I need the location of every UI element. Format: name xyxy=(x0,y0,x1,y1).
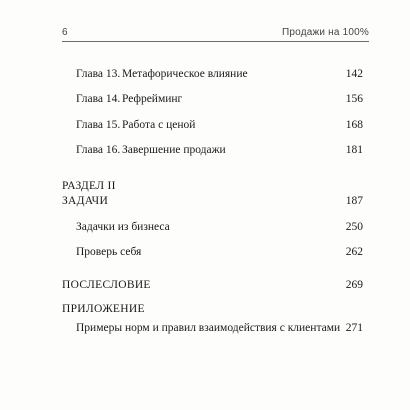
toc-entry-self-check xyxy=(62,244,363,260)
chapter-title: Метафорическое влияние xyxy=(122,68,248,80)
toc-page-number: 271 xyxy=(345,322,363,334)
running-header xyxy=(62,25,369,42)
toc-page-number: 168 xyxy=(345,119,363,131)
chapter-prefix: Глава 16. xyxy=(76,144,121,156)
toc-item-title: Примеры норм и правил взаимодействия с клиентами xyxy=(76,322,341,334)
toc-page-number: 181 xyxy=(345,144,363,156)
toc-page-number: 269 xyxy=(345,279,363,291)
toc-item-title: ПОСЛЕСЛОВИЕ xyxy=(62,279,151,291)
chapter-title: Рефрейминг xyxy=(122,93,183,105)
chapter-prefix: Глава 14. xyxy=(76,93,121,105)
toc-entry-chapter-16 xyxy=(62,142,363,158)
toc-entry-afterword xyxy=(62,277,363,293)
toc-item-title: Проверь себя xyxy=(76,246,142,258)
chapter-prefix: Глава 13. xyxy=(76,68,121,80)
toc-page-number: 250 xyxy=(345,221,363,233)
toc-page-number: 156 xyxy=(345,93,363,105)
toc-entry-tasks-business xyxy=(62,219,363,235)
toc-entry-chapter-13 xyxy=(62,66,363,82)
toc-page-number: 187 xyxy=(345,195,363,207)
toc-item-title: Задачки из бизнеса xyxy=(76,221,170,233)
toc-page-number: 142 xyxy=(345,68,363,80)
running-title: Продажи на 100% xyxy=(282,27,369,38)
toc-page-number: 262 xyxy=(345,246,363,258)
toc-entry-chapter-14 xyxy=(62,91,363,107)
section-title-line1: РАЗДЕЛ II xyxy=(62,180,116,192)
chapter-prefix: Глава 15. xyxy=(76,119,121,131)
chapter-title: Завершение продажи xyxy=(122,144,226,156)
toc-entry-section-2 xyxy=(62,193,363,209)
appendix-title: ПРИЛОЖЕНИЕ xyxy=(62,303,145,315)
section-title-line2: ЗАДАЧИ xyxy=(62,195,109,207)
page-number: 6 xyxy=(62,27,68,38)
toc-entry-chapter-15 xyxy=(62,117,363,133)
chapter-title: Работа с ценой xyxy=(122,119,196,131)
toc-entry-appendix-norms xyxy=(62,320,363,336)
